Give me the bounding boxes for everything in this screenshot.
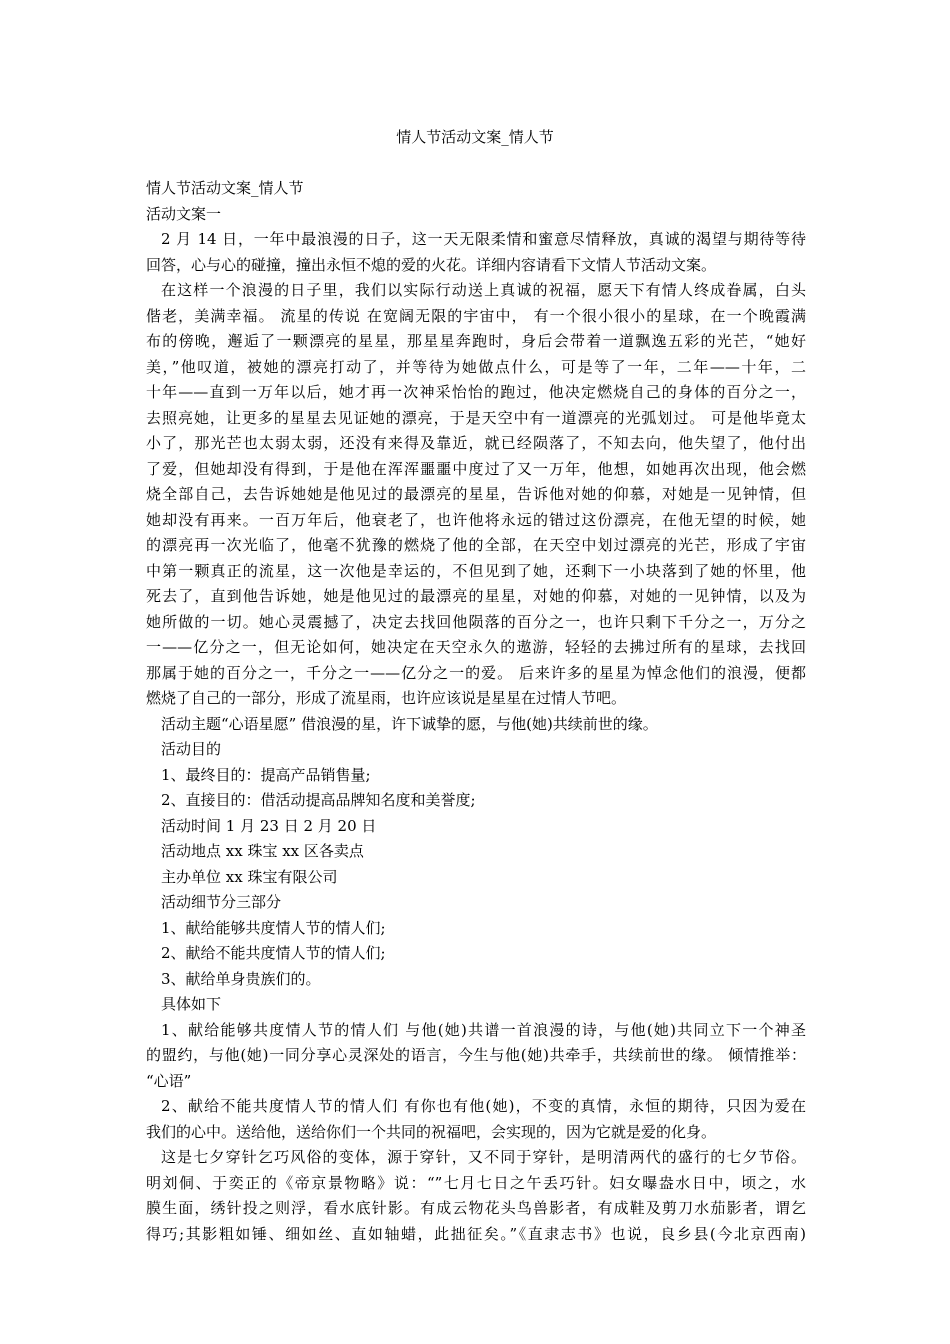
list-item: 1、最终目的：提高产品销售量; (161, 765, 371, 784)
paragraph-line: 十年——直到一万年以后，她才再一次神采怡怡的跑过，他决定燃烧自己的身体的百分之一， (146, 383, 806, 401)
paragraph-line: 这是七夕穿针乞巧风俗的变体，源于穿针，又不同于穿针，是明清两代的盛行的七夕节俗。 (161, 1148, 806, 1166)
doc-subtitle: 情人节活动文案_情人节 (146, 179, 304, 197)
list-item: 2、直接目的：借活动提高品牌知名度和美誉度; (161, 791, 476, 809)
paragraph-line: 一——亿分之一，但无论如何，她决定在天空永久的遨游，轻轻的去拂过所有的星球，去找回 (146, 638, 806, 656)
paragraph-line: 她所做的一切。她心灵震撼了，决定去找回他陨落的百分之一，也许只剩下千分之一，万分之 (146, 612, 806, 631)
list-item: 2、献给不能共度情人节的情人们; (161, 944, 386, 962)
paragraph-line: 活动细节分三部分 (161, 893, 282, 911)
paragraph-line: 烧全部自己，去告诉她她是他见过的最漂亮的星星，告诉他对她的仰慕，对她是一见钟情，但 (146, 485, 806, 503)
paragraph-line: 中第一颗真正的流星，这一次他是幸运的，不但见到了她，还剩下一小块落到了她的怀里，他 (146, 561, 806, 580)
paragraph-line: 活动时间 1 月 23 日 2 月 20 日 (161, 816, 377, 835)
paragraph-line: 我们的心中。送给他，送给你们一个共同的祝福吧，会实现的，因为它就是爱的化身。 (146, 1122, 717, 1141)
paragraph-line: 活动主题“心语星愿” 借浪漫的星，许下诚挚的愿，与他(她)共续前世的缘。 (161, 714, 658, 733)
paragraph-line: 去照亮她，让更多的星星去见证她的漂亮，于是天空中有一道漂亮的光弧划过。 可是他毕竟太 (146, 408, 806, 427)
paragraph-line: 她却没有再来。一百万年后，他衰老了，也许他将永远的错过这份漂亮，在他无望的时候，她 (146, 510, 806, 529)
paragraph-line: 那属于她的百分之一，千分之一——亿分之一的爱。 后来许多的星星为悼念他们的浪漫，便都 (146, 663, 806, 682)
paragraph-line: 1、献给能够共度情人节的情人们 与他(她)共谱一首浪漫的诗，与他(她)共同立下一个神圣 (161, 1020, 806, 1039)
list-item: 3、献给单身贵族们的。 (161, 969, 321, 988)
paragraph-line: 回答，心与心的碰撞，撞出永恒不熄的爱的火花。详细内容请看下文情人节活动文案。 (146, 255, 717, 274)
paragraph-line: 在这样一个浪漫的日子里，我们以实际行动送上真诚的祝福，愿天下有情人终成眷属，白头 (161, 281, 806, 299)
paragraph-line: 燃烧了自己的一部分，形成了流星雨，也许应该说是星星在过情人节吧。 (146, 689, 627, 707)
paragraph-line: 得巧;其影粗如锤、细如丝、直如轴蜡，此拙征矣。”《直隶志书》也说，良乡县(今北京西南) (146, 1224, 806, 1243)
section-heading: 活动文案一 (146, 204, 222, 223)
document-title: 情人节活动文案_情人节 (396, 128, 554, 146)
paragraph-line: “心语” (146, 1071, 192, 1090)
paragraph-line: 的漂亮再一次光临了，他毫不犹豫的燃烧了他的全部，在天空中划过漂亮的光芒，形成了宇宙 (146, 536, 806, 554)
paragraph-line: 2 月 14 日，一年中最浪漫的日子，这一天无限柔情和蜜意尽情释放，真诚的渴望与期待等待 (161, 230, 806, 248)
paragraph-line: 死去了，直到他告诉她，她是他见过的最漂亮的星星，对她的仰慕，对她的一见钟情，以及为 (146, 587, 806, 605)
paragraph-line: 具体如下 (161, 995, 222, 1013)
paragraph-line: 布的傍晚，邂逅了一颗漂亮的星星，那星星奔跑时，身后会带着一道飘逸五彩的光芒，“她好 (146, 332, 806, 350)
paragraph-line: 小了，那光芒也太弱太弱，还没有来得及靠近，就已经陨落了，不知去向，他失望了，他付出 (146, 434, 806, 452)
paragraph-line: 膜生面，绣针投之则浮，看水底针影。有成云物花头鸟兽影者，有成鞋及剪刀水茄影者，谓乞 (146, 1199, 806, 1217)
paragraph-line: 活动目的 (161, 740, 222, 758)
paragraph-line: 的盟约，与他(她)一同分享心灵深处的语言，今生与他(她)共牵手，共续前世的缘。 倾情推举： (146, 1046, 806, 1064)
paragraph-line: 了爱，但她却没有得到，于是他在浑浑噩噩中度过了又一万年，他想，如她再次出现，他会燃 (146, 459, 806, 478)
paragraph-line: 美，”他叹道，被她的漂亮打动了，并等待为她做点什么，可是等了一年，二年——十年，二 (146, 357, 806, 376)
paragraph-line: 主办单位 xx 珠宝有限公司 (161, 867, 338, 886)
list-item: 1、献给能够共度情人节的情人们; (161, 918, 386, 937)
paragraph-line: 明刘侗、于奕正的《帝京景物略》说：“”七月七日之午丢巧针。妇女曝盎水日中，顷之，水 (146, 1173, 806, 1192)
paragraph-line: 偕老，美满幸福。 流星的传说 在宽阔无限的宇宙中， 有一个很小很小的星球，在一个晚霞满 (146, 306, 806, 325)
paragraph-line: 活动地点 xx 珠宝 xx 区各卖点 (161, 842, 364, 860)
document-body (146, 176, 806, 1247)
paragraph-line: 2、献给不能共度情人节的情人们 有你也有他(她)，不变的真情，永恒的期待，只因为爱在 (161, 1097, 806, 1115)
